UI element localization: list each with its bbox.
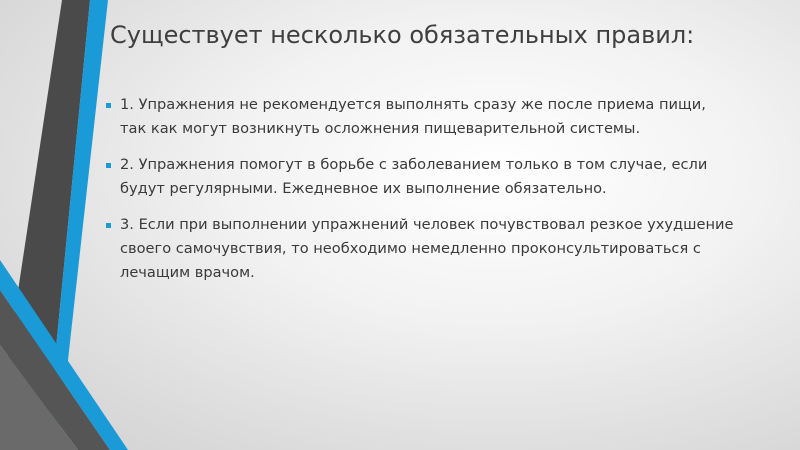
rule-text: 2. Упражнения помогут в борьбе с заболеванием только в том случае, если будут регулярными. Ежедневное их выполнение обязательно. [120, 156, 708, 197]
bullet-square-icon [106, 163, 111, 168]
rule-item-2 [106, 153, 736, 201]
rule-item-1 [106, 93, 736, 141]
bullet-square-icon [106, 103, 111, 108]
rule-text: 3. Если при выполнении упражнений человек почувствовал резкое ухудшение своего самочувствия, то необходимо немедленно проконсультироваться с лечащим врачом. [120, 216, 734, 281]
slide-title: Существует несколько обязательных правил: [110, 21, 695, 49]
rules-list [106, 93, 736, 285]
rule-text: 1. Упражнения не рекомендуется выполнять сразу же после приема пищи, так как могут возникнуть осложнения пищеварительной системы. [120, 96, 706, 137]
rule-item-3 [106, 213, 736, 285]
bullet-square-icon [106, 223, 111, 228]
